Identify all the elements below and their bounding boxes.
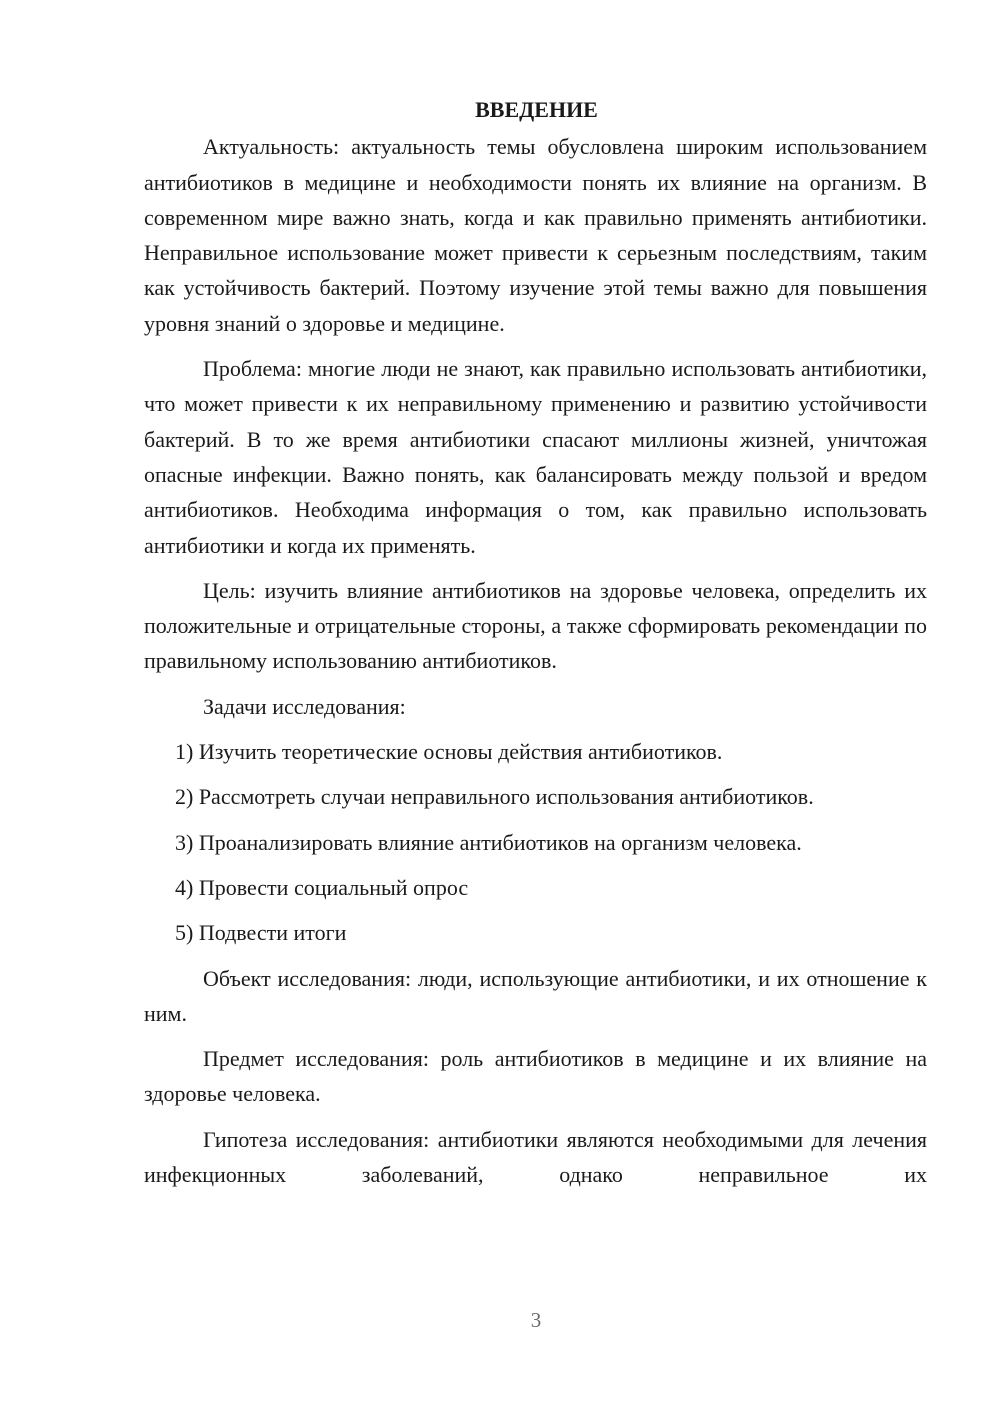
tasks-list <box>144 734 927 950</box>
paragraph-hypothesis: Гипотеза исследования: антибиотики являются необходимыми для лечения инфекционных заболеваний, однако неправильное их <box>144 1126 927 1188</box>
tasks-heading: Задачи исследования: <box>203 693 406 719</box>
paragraph-subject: Предмет исследования: роль антибиотиков в медицине и их влияние на здоровье человека. <box>144 1046 927 1107</box>
paragraph-relevance: Актуальность: актуальность темы обусловлена широким использованием антибиотиков в медицине и необходимости понять их влияние на организм. В современном мире важно знать, когда и как правильно применять антибиотики. Неправильное использование может привести к серьезным последствиям, таким как устойчивость бактерий. Поэтому изучение этой темы важно для повышения уровня знаний о здоровье и медицине. <box>144 134 927 336</box>
paragraph-problem: Проблема: многие люди не знают, как правильно использовать антибиотики, что может привести к их неправильному применению и развитию устойчивости бактерий. В то же время антибиотики спасают миллионы жизней, уничтожая опасные инфекции. Важно понять, как балансировать между пользой и вредом антибиотиков. Необходима информация о том, как правильно использовать антибиотики и когда их применять. <box>144 356 927 558</box>
task-item-5: 5) Подвести итоги <box>175 920 347 946</box>
task-item-2: 2) Рассмотреть случаи неправильного использования антибиотиков. <box>175 784 814 810</box>
task-item-4: 4) Провести социальный опрос <box>175 874 469 900</box>
document-page <box>144 92 927 1192</box>
paragraph-goal: Цель: изучить влияние антибиотиков на здоровье человека, определить их положительные и отрицательные стороны, а также сформировать рекомендации по правильному использованию антибиотиков. <box>144 577 927 674</box>
task-item-1: 1) Изучить теоретические основы действия антибиотиков. <box>175 739 723 765</box>
paragraph-object: Объект исследования: люди, использующие антибиотики, и их отношение к ним. <box>144 965 927 1026</box>
task-item-3: 3) Проанализировать влияние антибиотиков на организм человека. <box>175 829 802 855</box>
page-number: 3 <box>530 1308 542 1332</box>
section-title: ВВЕДЕНИЕ <box>475 97 598 122</box>
